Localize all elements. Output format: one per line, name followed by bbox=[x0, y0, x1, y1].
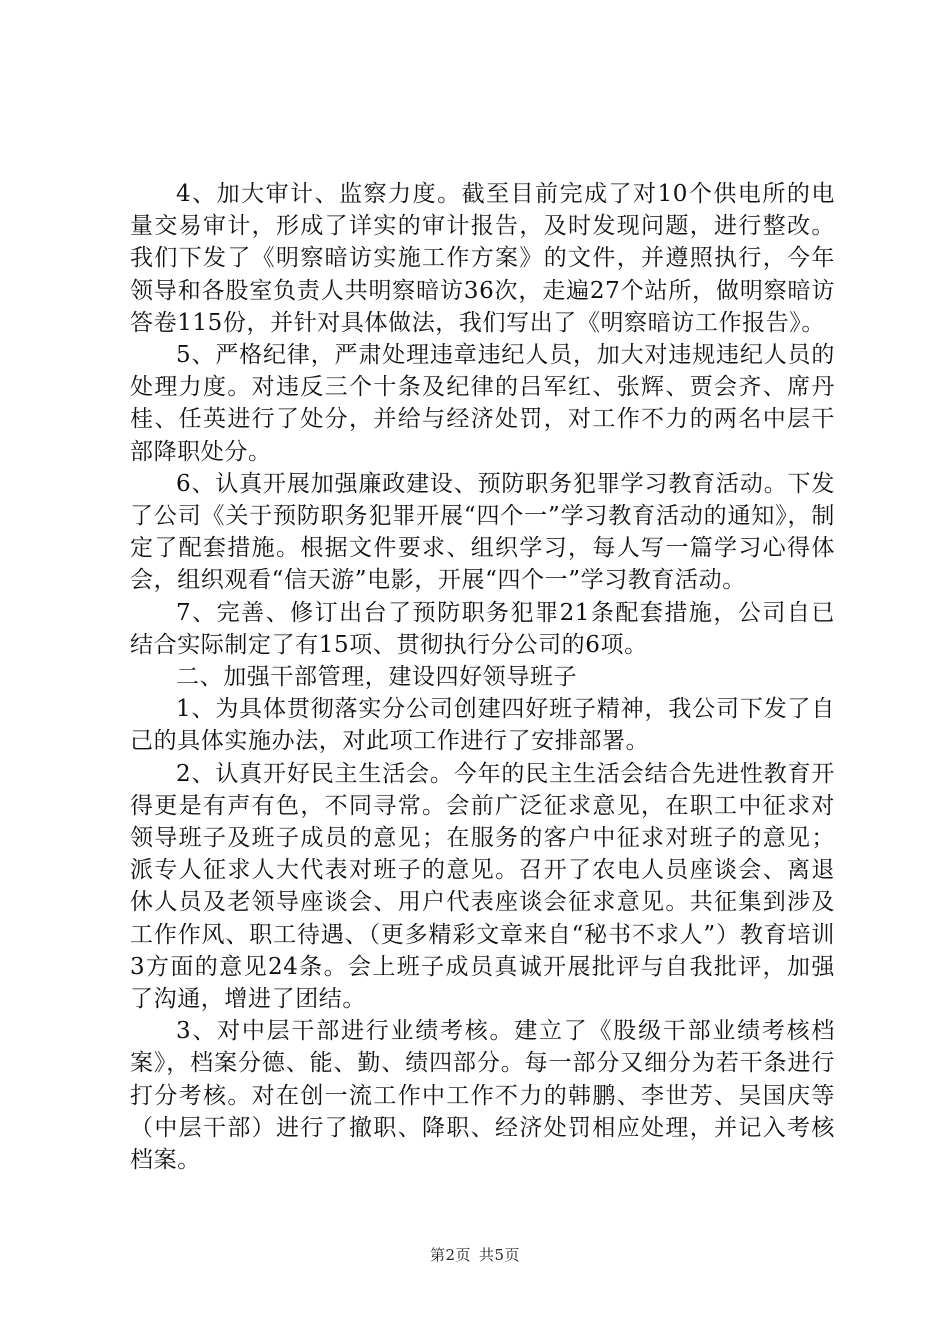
paragraph-item-6: 6、认真开展加强廉政建设、预防职务犯罪学习教育活动。下发了公司《关于预防职务犯罪开展“四个一”学习教育活动的通知》，制定了配套措施。根据文件要求、组织学习，每人写一篇学习心得体会，组织观看“信天游”电影，开展“四个一”学习教育活动。 bbox=[130, 470, 835, 594]
paragraph-item-5: 5、严格纪律，严肃处理违章违纪人员，加大对违规违纪人员的处理力度。对违反三个十条及纪律的吕军红、张辉、贾会齐、席丹桂、任英进行了处分，并给与经济处罚，对工作不力的两名中层干部降职处分。 bbox=[130, 342, 835, 465]
paragraph-item-4: 4、加大审计、监察力度。截至目前完成了对10个供电所的电量交易审计，形成了详实的审计报告，及时发现问题，进行整改。我们下发了《明察暗访实施工作方案》的文件，并遵照执行，今年领导和各股室负责人共明察暗访36次，走遍27个站所，做明察暗访答卷115份，并针对具体做法，我们写出了《明察暗访工作报告》。 bbox=[130, 181, 835, 336]
page-total: 共5页 bbox=[479, 1246, 521, 1264]
page-footer bbox=[0, 1244, 950, 1265]
paragraph-item-1: 1、为具体贯彻落实分公司创建四好班子精神，我公司下发了自己的具体实施办法，对此项工作进行了安排部署。 bbox=[130, 696, 835, 755]
section-heading-2: 二、加强干部管理，建设四好领导班子 bbox=[176, 664, 578, 691]
document-body bbox=[130, 178, 835, 1176]
paragraph-item-2: 2、认真开好民主生活会。今年的民主生活会结合先进性教育开得更是有声有色，不同寻常。会前广泛征求意见，在职工中征求对领导班子及班子成员的意见；在服务的客户中征求对班子的意见；派专人征求人大代表对班子的意见。召开了农电人员座谈会、离退休人员及老领导座谈会、用户代表座谈会征求意见。共征集到涉及工作作风、职工待遇、（更多精彩文章来自“秘书不求人”）教育培训3方面的意见24条。会上班子成员真诚开展批评与自我批评，加强了沟通，增进了团结。 bbox=[130, 760, 835, 1013]
paragraph-item-3: 3、对中层干部进行业绩考核。建立了《股级干部业绩考核档案》，档案分德、能、勤、绩四部分。每一部分又细分为若干条进行打分考核。对在创一流工作中工作不力的韩鹏、李世芳、吴国庆等（中层干部）进行了撤职、降职、经济处罚相应处理，并记入考核档案。 bbox=[130, 1018, 835, 1174]
paragraph-item-7: 7、完善、修订出台了预防职务犯罪21条配套措施，公司自已结合实际制定了有15项、贯彻执行分公司的6项。 bbox=[130, 599, 835, 658]
page-number: 第2页 bbox=[429, 1246, 471, 1264]
